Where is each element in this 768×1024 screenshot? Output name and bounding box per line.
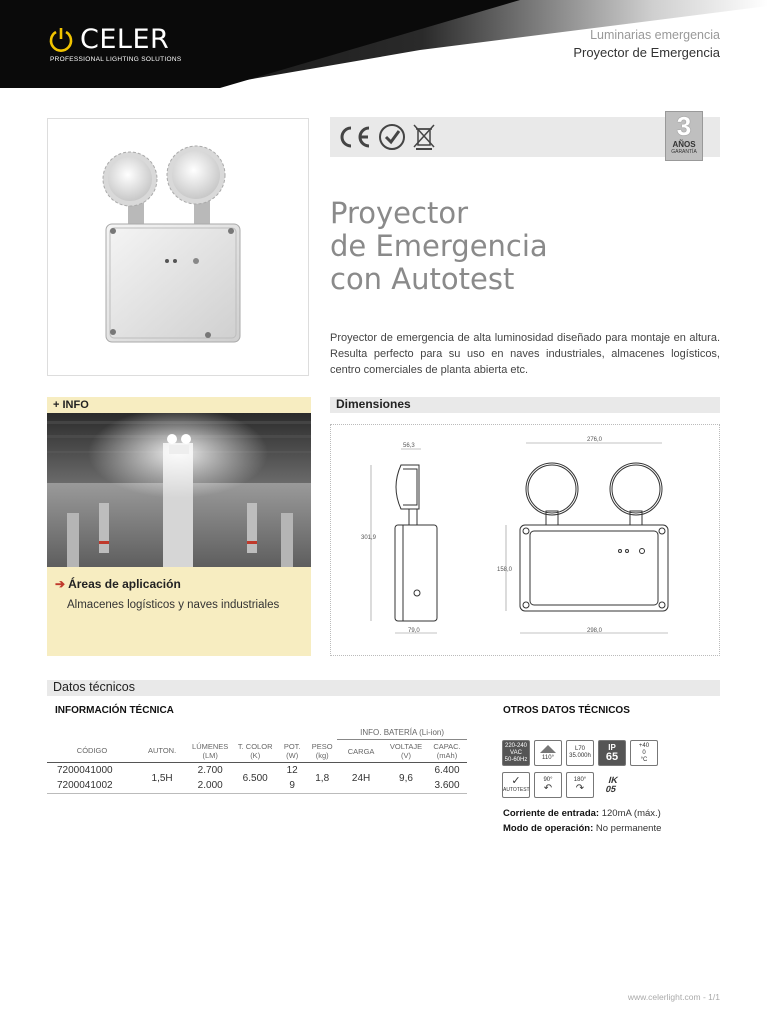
input-voltage-icon: 220-240 VAC 50-60Hz	[502, 740, 530, 766]
col-color: T. COLOR (K)	[233, 740, 277, 763]
input-current-label: Corriente de entrada:	[503, 808, 600, 819]
header-category: Luminarias emergencia	[590, 28, 720, 42]
dim-front-width: 298,0	[587, 628, 603, 634]
ik05-icon: IK 05	[595, 772, 630, 798]
cell-code: 7200041000	[57, 765, 113, 776]
info-label: + INFO	[53, 399, 89, 411]
arrow-right-icon: ➔	[55, 577, 66, 591]
dim-side-width: 56,3	[403, 443, 415, 449]
dimensions-label: Dimensiones	[336, 397, 411, 411]
areas-title	[55, 577, 181, 591]
tech-info-title: INFORMACIÓN TÉCNICA	[55, 705, 174, 716]
technical-drawing	[331, 425, 719, 655]
cell-lumens: 2.000	[187, 778, 233, 794]
cell-color: 6.500	[233, 763, 277, 794]
col-code: CÓDIGO	[47, 740, 137, 763]
footer-url[interactable]: www.celerlight.com - 1/1	[627, 992, 720, 1002]
product-image	[48, 119, 308, 375]
lifetime-icon: L70 35.000h	[566, 740, 594, 766]
dim-side-height: 301,9	[361, 535, 377, 541]
application-photo	[47, 413, 311, 567]
product-title	[330, 197, 548, 296]
title-line-2: de Emergencia	[330, 229, 548, 263]
title-line-1: Proyector	[330, 196, 468, 230]
tech-data-label: Datos técnicos	[53, 680, 135, 694]
col-capac: CAPAC. (mAh)	[427, 740, 467, 763]
areas-text: Almacenes logísticos y naves industriales	[67, 599, 280, 611]
col-peso: PESO (kg)	[307, 740, 337, 763]
weee-bin-icon	[412, 123, 436, 151]
brand-name: CELER	[80, 24, 170, 55]
header-product: Proyector de Emergencia	[573, 45, 720, 60]
product-photo	[47, 118, 309, 376]
cell-auton: 1,5H	[137, 763, 187, 794]
cell-code: 7200041002	[47, 778, 137, 794]
dim-side-depth: 79,0	[408, 628, 420, 634]
cell-capac: 3.600	[427, 778, 467, 794]
table-row	[47, 763, 467, 779]
operation-mode	[503, 823, 661, 834]
brand-tagline: PROFESSIONAL LIGHTING SOLUTIONS	[50, 56, 182, 63]
info-panel	[47, 397, 311, 656]
battery-group-header: INFO. BATERÍA (Li-ion)	[337, 726, 467, 740]
cell-pot: 12	[286, 765, 298, 776]
ip-rating-icon: IP 65	[598, 740, 626, 766]
celer-logo[interactable]	[48, 24, 198, 68]
dimensions-bar	[330, 397, 720, 413]
col-auton: AUTON.	[137, 740, 187, 763]
autotest-icon: ✓ AUTOTEST	[502, 772, 530, 798]
cell-voltaje: 9,6	[385, 763, 427, 794]
areas-title-text: Áreas de aplicación	[68, 577, 181, 591]
rotation-180-icon: 180° ↷	[566, 772, 594, 798]
certifications-bar	[330, 111, 720, 157]
warehouse-image	[47, 413, 311, 567]
title-line-3: con Autotest	[330, 262, 515, 296]
other-data-title: OTROS DATOS TÉCNICOS	[503, 705, 630, 716]
warranty-label: GARANTÍA	[671, 149, 697, 155]
tech-table	[47, 726, 467, 794]
quality-check-icon	[378, 123, 406, 151]
input-current	[503, 808, 661, 819]
col-pot: POT. (W)	[277, 740, 307, 763]
input-current-value: 120mA (máx.)	[601, 808, 661, 819]
other-data-icons	[502, 740, 662, 804]
warranty-number: 3	[676, 111, 692, 141]
col-voltaje: VOLTAJE (V)	[385, 740, 427, 763]
col-carga: CARGA	[337, 740, 385, 763]
power-icon	[48, 26, 74, 52]
tech-data-bar	[47, 680, 720, 696]
temperature-icon: +40 0 °C	[630, 740, 658, 766]
cell-capac: 6.400	[434, 765, 460, 776]
product-description: Proyector de emergencia de alta luminosidad diseñado para montaje en altura. Resulta perfecto para su uso en naves industriales, almacenes logísticos, centro comerciales de planta abierta etc.	[330, 332, 720, 376]
ce-mark-icon	[336, 123, 372, 151]
warranty-years: AÑOS	[672, 140, 696, 149]
rotation-90-icon: 90° ↶	[534, 772, 562, 798]
page-header	[0, 0, 768, 88]
cell-lumens: 2.700	[197, 765, 223, 776]
col-lumens: LÚMENES (LM)	[187, 740, 233, 763]
dimensions-drawing	[330, 424, 720, 656]
operation-mode-value: No permanente	[595, 823, 662, 834]
dim-front-height: 158,0	[497, 567, 513, 573]
operation-mode-label: Modo de operación:	[503, 823, 594, 834]
cell-pot: 9	[277, 778, 307, 794]
warranty-badge	[665, 111, 703, 161]
dim-front-top: 276,0	[587, 437, 603, 443]
cell-peso: 1,8	[307, 763, 337, 794]
beam-angle-icon: 110°	[534, 740, 562, 766]
cell-carga: 24H	[337, 763, 385, 794]
